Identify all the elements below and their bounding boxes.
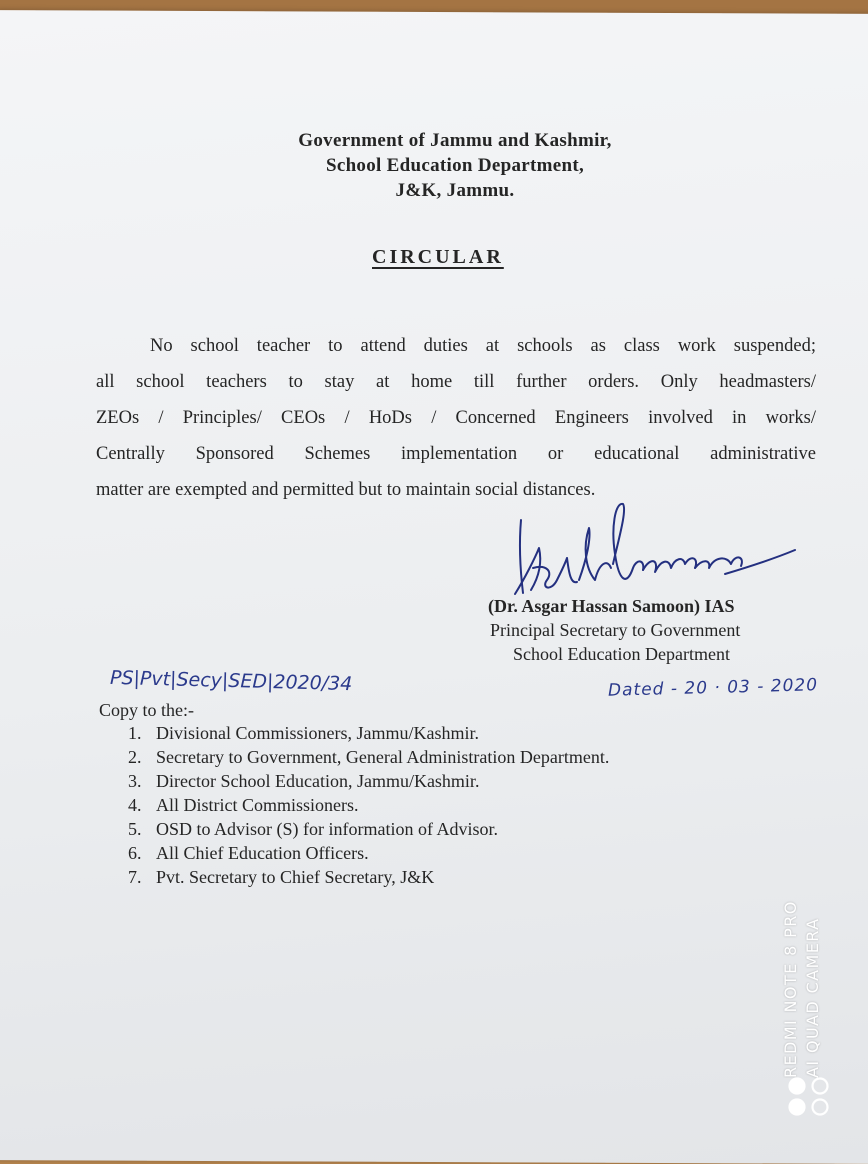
list-item-number: 6. bbox=[128, 843, 142, 863]
list-item-text: Divisional Commissioners, Jammu/Kashmir. bbox=[156, 723, 479, 743]
signatory-department: School Education Department bbox=[513, 644, 730, 664]
header-government: Government of Jammu and Kashmir, bbox=[298, 130, 612, 151]
list-item-text: Pvt. Secretary to Chief Secretary, J&K bbox=[156, 867, 435, 887]
handwritten-reference-number: PS|Pvt|Secy|SED|2020/34 bbox=[109, 666, 353, 696]
list-item-text: All Chief Education Officers. bbox=[156, 843, 369, 863]
list-item-number: 4. bbox=[128, 795, 142, 815]
watermark-camera: AI QUAD CAMERA bbox=[803, 917, 822, 1078]
body-line-3: ZEOs / Principles/ CEOs / HoDs / Concerned Engineers involved in works/ bbox=[96, 408, 816, 428]
body-line-5: matter are exempted and permitted but to maintain social distances. bbox=[96, 480, 596, 500]
handwritten-date: Dated - 20 · 03 - 2020 bbox=[607, 675, 819, 701]
list-item-number: 2. bbox=[128, 747, 142, 767]
list-item-number: 1. bbox=[128, 723, 142, 743]
list-item bbox=[128, 865, 609, 889]
quad-camera-icon bbox=[786, 1076, 832, 1118]
list-item-text: Director School Education, Jammu/Kashmir. bbox=[156, 771, 480, 791]
signature-image bbox=[495, 498, 805, 603]
list-item bbox=[128, 817, 609, 841]
signatory-designation: Principal Secretary to Government bbox=[490, 620, 741, 640]
body-line-1: No school teacher to attend duties at schools as class work suspended; bbox=[150, 336, 816, 356]
list-item-number: 3. bbox=[128, 771, 142, 791]
list-item-text: Secretary to Government, General Administration Department. bbox=[156, 747, 610, 767]
copy-to-heading: Copy to the:- bbox=[99, 700, 194, 720]
camera-watermark bbox=[780, 900, 824, 1078]
list-item-number: 7. bbox=[128, 867, 142, 887]
header-location: J&K, Jammu. bbox=[395, 180, 515, 201]
list-item bbox=[128, 769, 609, 793]
watermark-model: REDMI NOTE 8 PRO bbox=[781, 900, 800, 1078]
list-item bbox=[128, 721, 609, 745]
list-item bbox=[128, 793, 609, 817]
copy-to-list bbox=[128, 721, 609, 889]
header-department: School Education Department, bbox=[325, 155, 585, 176]
body-line-2: all school teachers to stay at home till further orders. Only headmasters/ bbox=[96, 372, 816, 392]
body-line-4: Centrally Sponsored Schemes implementation or educational administrative bbox=[96, 444, 816, 464]
circular-title: CIRCULAR bbox=[372, 246, 504, 268]
list-item bbox=[128, 745, 609, 769]
list-item bbox=[128, 841, 609, 865]
list-item-text: OSD to Advisor (S) for information of Advisor. bbox=[156, 819, 498, 839]
signatory-name: (Dr. Asgar Hassan Samoon) IAS bbox=[488, 596, 735, 616]
list-item-text: All District Commissioners. bbox=[156, 795, 359, 815]
list-item-number: 5. bbox=[128, 819, 142, 839]
